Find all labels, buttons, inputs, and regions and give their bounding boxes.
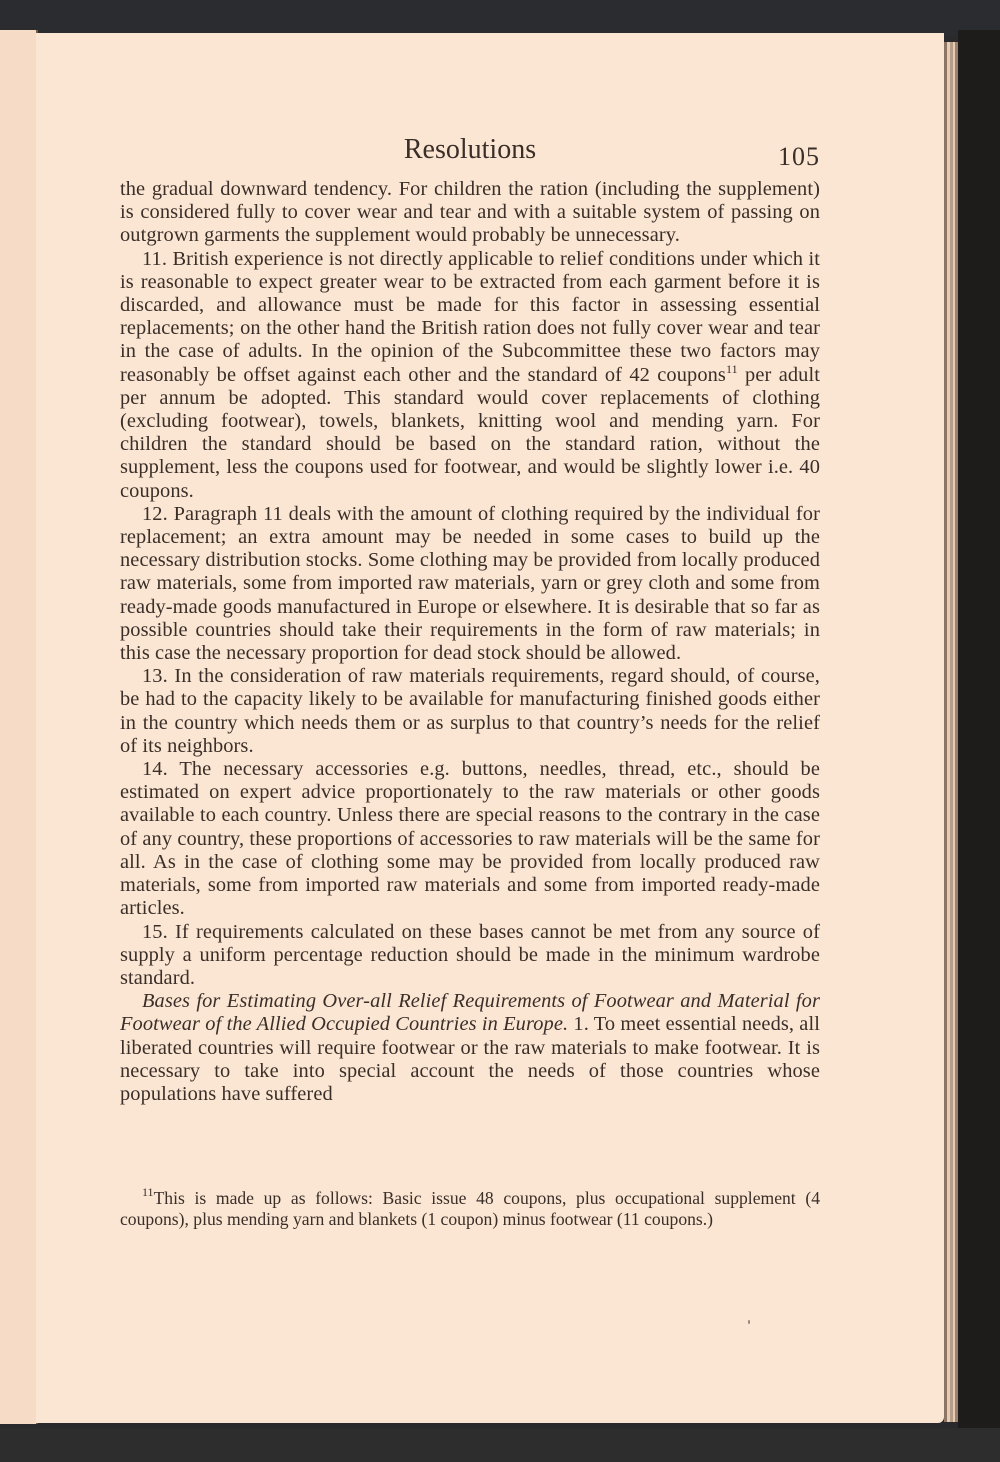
- paragraph-13: 13. In the consideration of raw materials requirements, regard should, of course, be had to the capacity likely to be available for manufacturing finished goods either in the country which needs them or as surplus to that country’s needs for the relief of its neighbors.: [120, 665, 820, 757]
- paper-speck: [748, 1320, 750, 1324]
- paragraph-text: 11. British experience is not directly applicable to relief conditions under which it is reasonable to expect greater wear to be extracted from each garment before it is discarded, and allowance must be made for this factor in assessing essential replacements; on the other hand the British ration does not fully cover wear and tear in the case of adults. In the opinion of the Subcommittee these two factors may reasonably be offset against each other and the standard of 42 coupons: [120, 247, 820, 386]
- paragraph-15: 15. If requirements calculated on these bases cannot be met from any source of supply a uniform percentage reduction should be made in the minimum wardrobe standard.: [120, 920, 820, 989]
- page-stack-line: [955, 42, 958, 1422]
- facing-page-edge: [0, 30, 38, 1424]
- paragraph-text: per adult per annum be adopted. This standard would cover replacements of clothing (excluding footwear), towels, blankets, knitting wool and mending yarn. For children the standard should be based on the standard ration, without the supplement, less the coupons used for footwear, and would be slightly lower i.e. 40 coupons.: [120, 363, 820, 502]
- page-number: 105: [778, 142, 820, 171]
- footnote-reference[interactable]: 11: [725, 361, 738, 376]
- paragraph-11: [120, 248, 820, 503]
- paragraph-text: 1. To meet essential needs, all liberated countries will require footwear or the raw materials to make footwear. It is necessary to take into special account the needs of those countries whose populations have suffered: [120, 1013, 820, 1105]
- running-title: Resolutions: [403, 134, 537, 165]
- footnote-marker: 11: [142, 1185, 154, 1199]
- page-stack-line: [944, 42, 947, 1422]
- running-head: [120, 134, 820, 171]
- scan-background-top: [0, 0, 1000, 36]
- paragraph-continuation: the gradual downward tendency. For children the ration (including the supplement) is considered fully to cover wear and tear and with a suitable system of passing on outgrown garments the supplement would probably be unnecessary.: [120, 178, 820, 247]
- paragraph-12: 12. Paragraph 11 deals with the amount of clothing required by the individual for replacement; an extra amount may be needed in some cases to build up the necessary distribution stocks. Some clothing may be provided from locally produced raw materials, some from imported raw materials, yarn or grey cloth and some from ready-made goods manufactured in Europe or elsewhere. It is desirable that so far as possible countries should take their requirements in the form of raw materials; in this case the necessary proportion for dead stock should be allowed.: [120, 502, 820, 665]
- paragraph-footwear: [120, 990, 820, 1106]
- page-stack-line: [950, 42, 953, 1422]
- scan-background-bottom: [0, 1428, 1000, 1462]
- footnote-text: This is made up as follows: Basic issue 48 coupons, plus occupational supplement (4 coupons), plus mending yarn and blankets (1 coupon) minus footwear (11 coupons.): [120, 1188, 820, 1229]
- footnote: [120, 1185, 820, 1230]
- footnote-11: [120, 1185, 820, 1230]
- body-text: [120, 178, 820, 1106]
- paragraph-14: 14. The necessary accessories e.g. buttons, needles, thread, etc., should be estimated on expert advice proportionately to the raw materials or other goods available to each country. Unless there are special reasons to the contrary in the case of any country, these proportions of accessories to raw materials will be the same for all. As in the case of clothing some may be provided from locally produced raw materials, some from imported raw materials and some from imported ready-made articles.: [120, 758, 820, 920]
- scan-background-right: [958, 30, 1000, 1430]
- section-heading-italic: Bases for Estimating Over-all Relief Requirements of Footwear and Material for Footwear of the Allied Occupied Countries in Europe.: [120, 990, 820, 1036]
